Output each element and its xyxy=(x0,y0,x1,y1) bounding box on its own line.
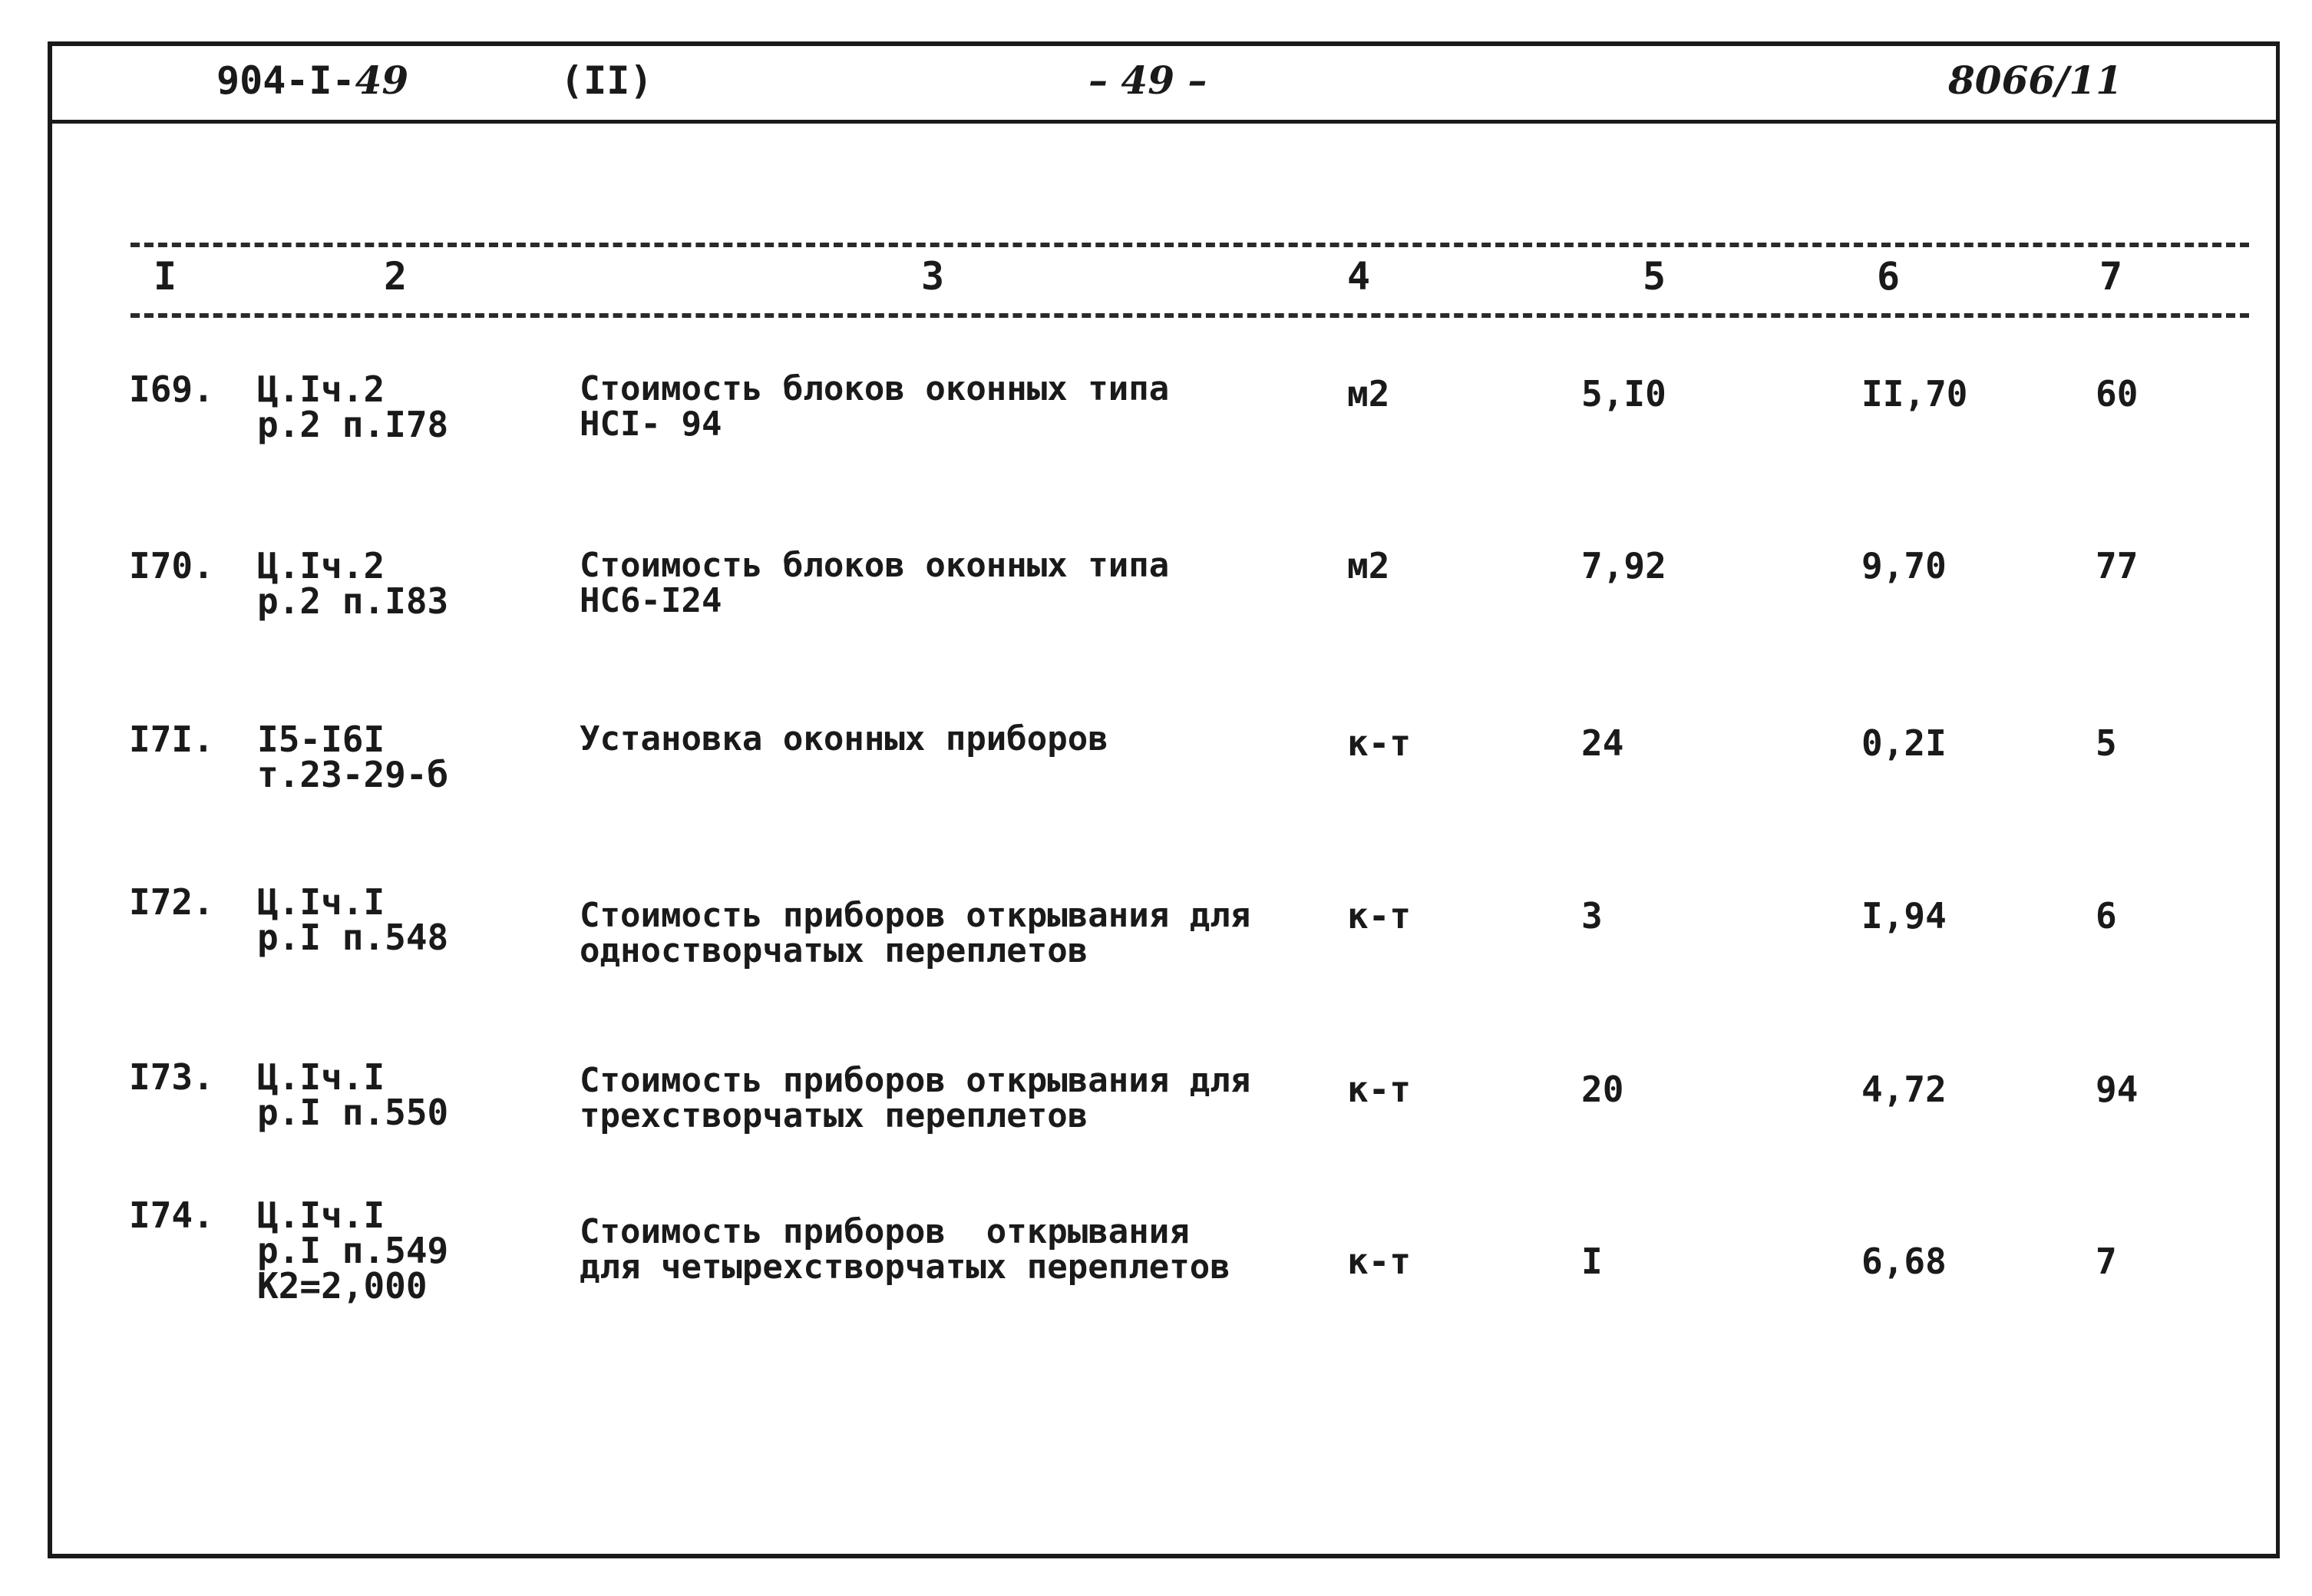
table-header-rule xyxy=(130,313,2249,318)
row-number: I72. xyxy=(129,881,214,923)
row-unit-price: 9,70 xyxy=(1861,545,1947,587)
row-reference: Ц.Iч.I р.I п.550 xyxy=(257,1056,449,1133)
row-unit: к-т xyxy=(1347,895,1412,937)
row-unit: к-т xyxy=(1347,722,1412,764)
row-unit-price: 6,68 xyxy=(1861,1241,1947,1282)
row-reference: Ц.Iч.I р.I п.548 xyxy=(257,881,449,958)
row-reference: I5-I6I т.23-29-б xyxy=(257,719,449,795)
row-description: Стоимость блоков оконных типа НСI- 94 xyxy=(580,369,1170,444)
column-number-1: I xyxy=(154,254,177,299)
row-number: I69. xyxy=(129,368,214,410)
sheet-number: 8066/11 xyxy=(1948,58,2123,103)
row-quantity: 7,92 xyxy=(1581,545,1666,587)
row-unit: к-т xyxy=(1347,1241,1412,1282)
row-quantity: 24 xyxy=(1581,722,1624,764)
header-rule xyxy=(48,120,2280,124)
row-quantity: 20 xyxy=(1581,1069,1624,1110)
row-unit-price: 0,2I xyxy=(1861,722,1947,764)
column-number-4: 4 xyxy=(1347,254,1371,299)
row-total: 94 xyxy=(2096,1069,2139,1110)
column-number-6: 6 xyxy=(1877,254,1901,299)
column-number-5: 5 xyxy=(1643,254,1666,299)
row-description: Установка оконных приборов xyxy=(580,719,1108,758)
row-unit-price: II,70 xyxy=(1861,373,1968,415)
row-unit-price: I,94 xyxy=(1861,895,1947,937)
row-unit: к-т xyxy=(1347,1069,1412,1110)
row-total: 5 xyxy=(2096,722,2117,764)
row-reference: Ц.Iч.I р.I п.549 К2=2,000 xyxy=(257,1195,449,1307)
row-reference: Ц.Iч.2 р.2 п.I83 xyxy=(257,545,449,622)
column-number-7: 7 xyxy=(2099,254,2123,299)
row-description: Стоимость блоков оконных типа НС6-I24 xyxy=(580,546,1170,620)
doc-code-typed: 904-I- xyxy=(216,58,355,103)
row-quantity: I xyxy=(1581,1241,1603,1282)
row-reference: Ц.Iч.2 р.2 п.I78 xyxy=(257,368,449,445)
section-label: (II) xyxy=(560,58,653,103)
row-unit-price: 4,72 xyxy=(1861,1069,1947,1110)
row-description: Стоимость приборов открывания для одностворчатых переплетов xyxy=(580,896,1251,970)
row-total: 6 xyxy=(2096,895,2117,937)
column-number-2: 2 xyxy=(384,254,408,299)
row-unit: м2 xyxy=(1347,373,1390,415)
page-frame xyxy=(48,41,2280,1558)
row-quantity: 5,I0 xyxy=(1581,373,1666,415)
row-number: I70. xyxy=(129,545,214,587)
row-quantity: 3 xyxy=(1581,895,1603,937)
row-description: Стоимость приборов открывания для четырехстворчатых переплетов xyxy=(580,1212,1230,1287)
table-top-rule xyxy=(130,243,2249,247)
doc-code-handwritten: 49 xyxy=(355,58,409,103)
row-number: I73. xyxy=(129,1056,214,1098)
row-unit: м2 xyxy=(1347,545,1390,587)
page-number: – 49 – xyxy=(1088,58,1207,103)
row-number: I74. xyxy=(129,1195,214,1236)
row-total: 7 xyxy=(2096,1241,2117,1282)
doc-code xyxy=(216,58,409,103)
row-description: Стоимость приборов открывания для трехстворчатых переплетов xyxy=(580,1061,1251,1135)
row-total: 77 xyxy=(2096,545,2139,587)
column-number-3: 3 xyxy=(921,254,945,299)
row-total: 60 xyxy=(2096,373,2139,415)
row-number: I7I. xyxy=(129,719,214,760)
